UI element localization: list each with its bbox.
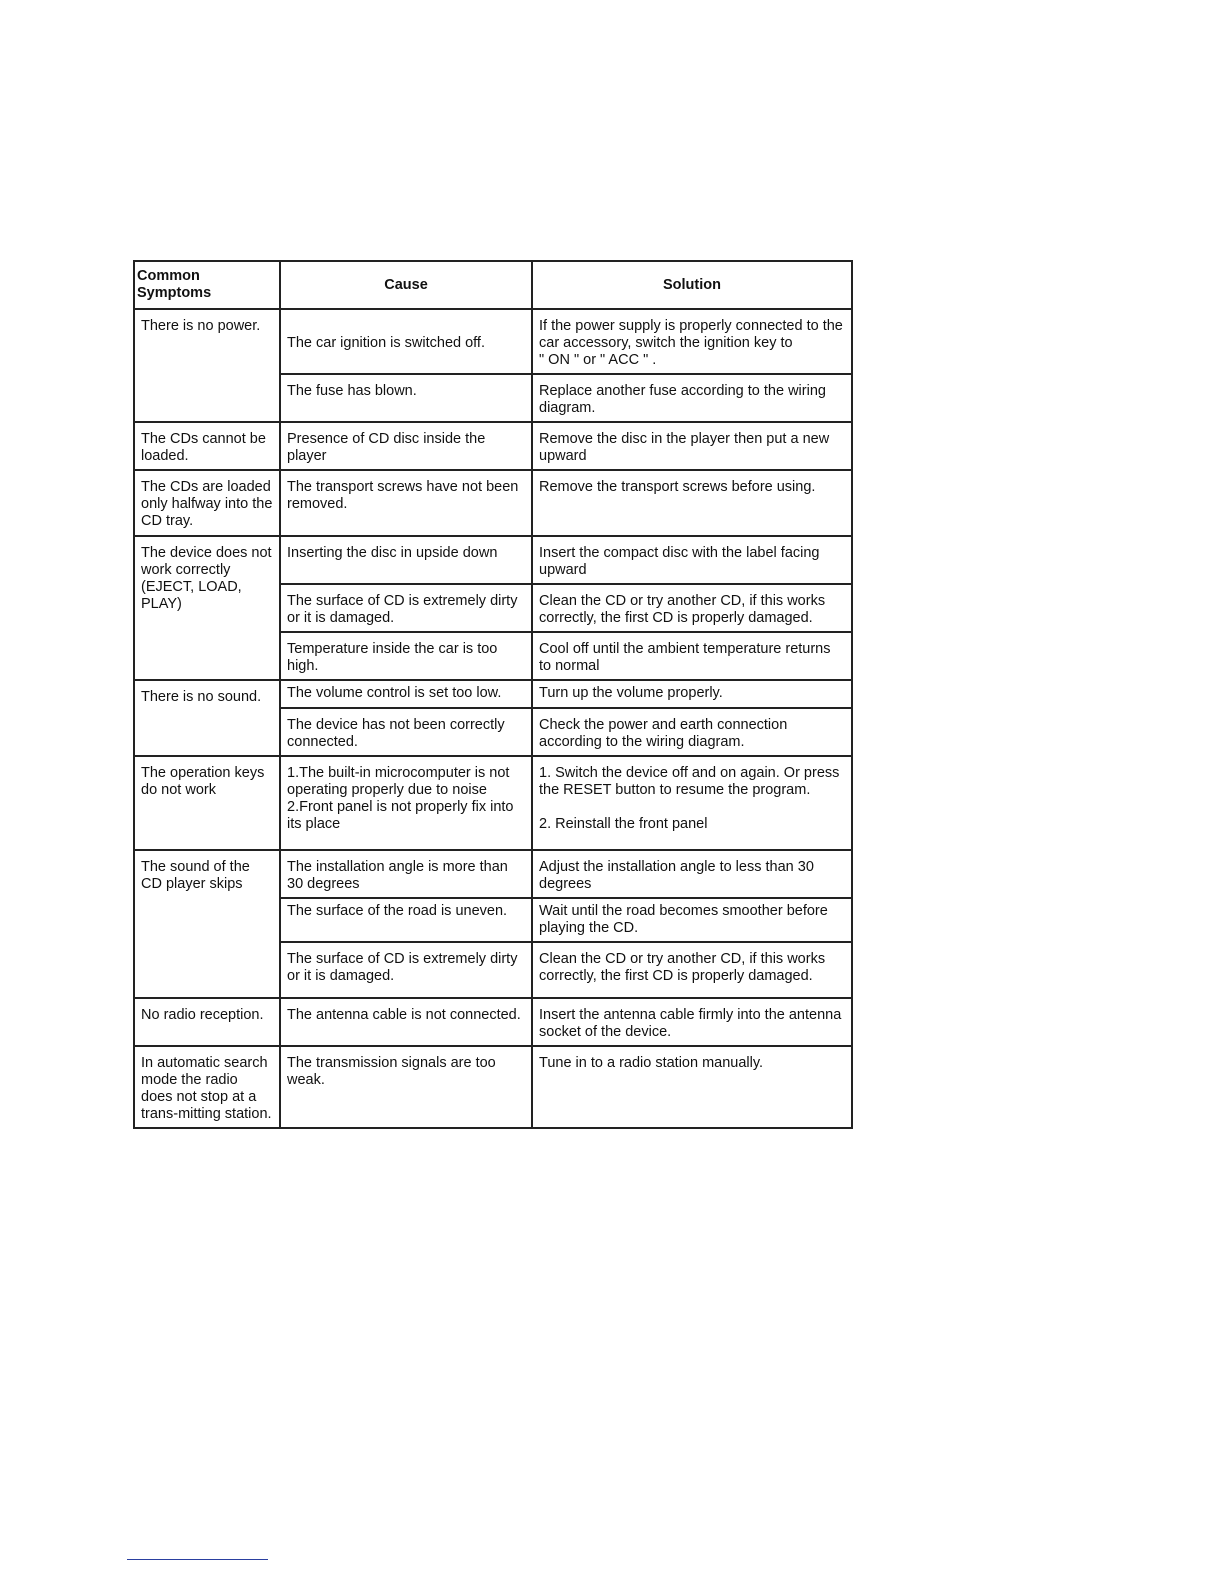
table-header-row	[134, 261, 852, 309]
solution-cell: Insert the antenna cable firmly into the antenna socket of the device.	[532, 998, 852, 1046]
cause-cell: Presence of CD disc inside the player	[280, 422, 532, 470]
solution-cell: Clean the CD or try another CD, if this works correctly, the first CD is properly damaged.	[532, 942, 852, 998]
cause-cell: The surface of CD is extremely dirty or it is damaged.	[280, 584, 532, 632]
cause-cell: The transmission signals are too weak.	[280, 1046, 532, 1128]
footnote-separator-line	[127, 1559, 268, 1560]
header-cause: Cause	[280, 261, 532, 309]
solution-cell: Turn up the volume properly.	[532, 680, 852, 708]
solution-cell: Cool off until the ambient temperature returns to normal	[532, 632, 852, 680]
solution-cell: If the power supply is properly connected to the car accessory, switch the ignition key to " ON " or " ACC " .	[532, 309, 852, 374]
symptom-cell: The CDs cannot be loaded.	[134, 422, 280, 470]
cause-cell: The antenna cable is not connected.	[280, 998, 532, 1046]
cause-cell: 1.The built-in microcomputer is not operating properly due to noise 2.Front panel is not properly fix into its place	[280, 756, 532, 850]
table-row	[134, 756, 852, 850]
solution-cell: 1. Switch the device off and on again. Or press the RESET button to resume the program. 2. Reinstall the front panel	[532, 756, 852, 850]
solution-cell: Remove the disc in the player then put a new upward	[532, 422, 852, 470]
cause-cell: The surface of the road is uneven.	[280, 898, 532, 942]
symptom-cell: The CDs are loaded only halfway into the CD tray.	[134, 470, 280, 536]
cause-cell: The volume control is set too low.	[280, 680, 532, 708]
symptom-cell: No radio reception.	[134, 998, 280, 1046]
cause-cell: Inserting the disc in upside down	[280, 536, 532, 584]
cause-cell: The car ignition is switched off.	[280, 309, 532, 374]
table-row	[134, 470, 852, 536]
cause-cell: The device has not been correctly connected.	[280, 708, 532, 756]
table-row	[134, 680, 852, 708]
symptom-cell: There is no sound.	[134, 680, 280, 756]
table-row	[134, 422, 852, 470]
cause-cell: The fuse has blown.	[280, 374, 532, 422]
table-row	[134, 536, 852, 584]
header-common-symptoms: Common Symptoms	[134, 261, 280, 309]
table-row	[134, 850, 852, 898]
solution-cell: Insert the compact disc with the label facing upward	[532, 536, 852, 584]
symptom-cell: The device does not work correctly (EJECT, LOAD, PLAY)	[134, 536, 280, 680]
cause-cell: Temperature inside the car is too high.	[280, 632, 532, 680]
solution-cell: Clean the CD or try another CD, if this works correctly, the first CD is properly damaged.	[532, 584, 852, 632]
solution-cell: Wait until the road becomes smoother before playing the CD.	[532, 898, 852, 942]
cause-cell: The transport screws have not been removed.	[280, 470, 532, 536]
solution-cell: Replace another fuse according to the wiring diagram.	[532, 374, 852, 422]
header-solution: Solution	[532, 261, 852, 309]
cause-cell: The installation angle is more than 30 degrees	[280, 850, 532, 898]
cause-cell: The surface of CD is extremely dirty or it is damaged.	[280, 942, 532, 998]
symptom-cell: In automatic search mode the radio does not stop at a trans-mitting station.	[134, 1046, 280, 1128]
solution-cell: Adjust the installation angle to less than 30 degrees	[532, 850, 852, 898]
symptom-cell: The sound of the CD player skips	[134, 850, 280, 998]
solution-cell: Tune in to a radio station manually.	[532, 1046, 852, 1128]
symptom-cell: There is no power.	[134, 309, 280, 422]
table-row	[134, 1046, 852, 1128]
table-row	[134, 309, 852, 374]
troubleshooting-table	[133, 260, 853, 1129]
solution-cell: Check the power and earth connection according to the wiring diagram.	[532, 708, 852, 756]
symptom-cell: The operation keys do not work	[134, 756, 280, 850]
solution-cell: Remove the transport screws before using.	[532, 470, 852, 536]
table-row	[134, 998, 852, 1046]
